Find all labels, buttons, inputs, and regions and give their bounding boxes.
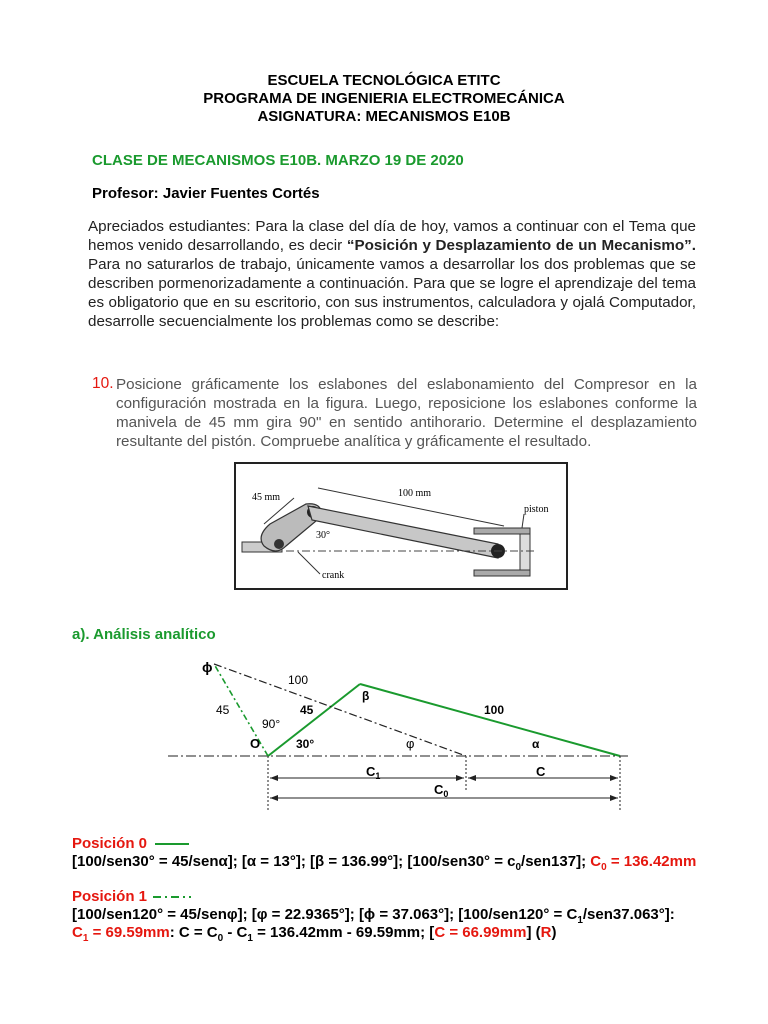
class-title: CLASE DE MECANISMOS E10B. MARZO 19 DE 2020 xyxy=(92,152,464,169)
pos0-eq-a: [100/sen30° = 45/senα]; [α = 13°]; [β = 136.99°]; [100/sen30° = xyxy=(72,853,508,870)
label-100: 100 xyxy=(484,703,505,717)
pos1-eq-a-end: /sen37.063°]: xyxy=(582,906,675,923)
arrow-c1-r xyxy=(456,775,464,781)
phi-label: ϕ xyxy=(202,659,213,675)
problem-number: 10. xyxy=(92,375,114,392)
label-100-dash: 100 xyxy=(288,673,309,687)
alpha-label: α xyxy=(532,737,540,751)
analysis-diagram xyxy=(0,650,768,820)
intro-text-2: Para no saturarlos de trabajo, únicamente vamos a desarrollar los dos problemas que se describen pormenorizadamente a continuación. Para que se logre el aprendizaje del tema es obligatorio que en su escritorio, con sus instrumentos, calculadora y ojalá Computador, desarrolle secuencialmente los problemas como se describe: xyxy=(88,256,696,330)
origin-label: O xyxy=(250,736,261,751)
pos1-end: ) xyxy=(551,924,557,941)
piston-label: piston xyxy=(524,504,549,515)
piston-leader xyxy=(522,514,524,528)
crank-pivot xyxy=(274,539,284,549)
crank-leader xyxy=(298,552,320,574)
pos0-result-sub: 0 xyxy=(601,862,607,873)
angle-30-label: 30° xyxy=(296,737,315,751)
pos1-mid: : C = C xyxy=(169,924,218,941)
pos1-legend-line xyxy=(153,892,193,902)
pos1-close: ] ( xyxy=(526,924,541,941)
pos0-legend-line xyxy=(155,839,191,849)
pos0-eq-c0: c xyxy=(507,853,516,870)
connecting-rod xyxy=(308,506,498,558)
pos1-result xyxy=(72,924,556,944)
program-name: PROGRAMA DE INGENIERIA ELECTROMECÁNICA xyxy=(203,90,565,107)
dim-100-label: 100 mm xyxy=(398,488,432,499)
pos0-equation xyxy=(72,853,696,873)
dim-45-label: 45 mm xyxy=(252,492,281,503)
compressor-figure xyxy=(234,462,568,590)
rod-pos0 xyxy=(360,684,620,756)
label-45: 45 xyxy=(300,703,314,717)
pos1-eq-a-sub: 1 xyxy=(577,915,583,926)
crank-label: crank xyxy=(322,570,345,581)
analysis-title: a). Análisis analítico xyxy=(72,626,216,643)
professor: Profesor: Javier Fuentes Cortés xyxy=(92,185,320,202)
varphi-label: φ xyxy=(406,736,415,751)
pos1-mid2: - C xyxy=(223,924,248,941)
c1-label: $C_1$ xyxy=(366,764,381,781)
arrow-c-l xyxy=(468,775,476,781)
label-45-dash: 45 xyxy=(216,703,230,717)
problem-text: Posicione gráficamente los eslabones del eslabonamiento del Compresor en la configuración mostrada en la figura. Luego, reposicione los eslabones conforme la manivela de 45 mm gira 90" en sentido antihorario. Determine el desplazamiento resultante del pistón. Compruebe analítica y gráficamente el resultado. xyxy=(116,376,697,450)
arrow-c-r xyxy=(610,775,618,781)
pos1-mid-sub1: 1 xyxy=(247,933,253,944)
beta-label: β xyxy=(362,689,370,703)
arrow-c1-l xyxy=(270,775,278,781)
course-name: ASIGNATURA: MECANISMOS E10B xyxy=(257,108,511,125)
c0-label: $C_0$ xyxy=(434,782,449,799)
arrow-c0-r xyxy=(610,795,618,801)
pos1-r1-sub: 1 xyxy=(82,933,89,944)
cylinder-bottom xyxy=(474,570,530,576)
pos0-eq-c0-sub: 0 xyxy=(515,862,522,873)
compressor-drawing xyxy=(236,464,566,588)
intro-text-1: Apreciados estudiantes: Para la clase del día de hoy, vamos a continuar con el Tema que hemos venido desarrollando, es decir xyxy=(88,218,696,254)
pos1-eq-a: [100/sen120° = 45/senφ]; [φ = 22.9365°]; [ϕ = 37.063°]; [100/sen120° = C xyxy=(72,906,578,923)
pos0-eq-b: /sen137]; xyxy=(521,853,591,870)
pos1-equation xyxy=(72,906,675,926)
pos1-title xyxy=(72,888,193,905)
angle-90-label: 90° xyxy=(262,717,281,731)
pos1-title-text: Posición 1 xyxy=(72,888,148,905)
pos1-mid-sub0: 0 xyxy=(217,933,224,944)
pos1-r1-val: = 69.59mm xyxy=(88,924,170,941)
pos1-mid3: = 136.42mm - 69.59mm; [ xyxy=(252,924,435,941)
pos1-R: R xyxy=(540,924,552,941)
angle-label: 30° xyxy=(316,530,330,541)
intro-bold: “Posición y Desplazamiento de un Mecanismo”. xyxy=(346,237,696,254)
pos0-title-text: Posición 0 xyxy=(72,835,148,852)
intro-paragraph xyxy=(88,217,696,331)
pos1-final: C = 66.99mm xyxy=(434,924,527,941)
pos0-title xyxy=(72,835,191,852)
pos0-result: C xyxy=(590,853,602,870)
school-name: ESCUELA TECNOLÓGICA ETITC xyxy=(267,72,501,89)
piston-head xyxy=(520,534,530,570)
pos0-result-val: = 136.42mm xyxy=(606,853,697,870)
cylinder-top xyxy=(474,528,530,534)
pos1-r1: C xyxy=(72,924,83,941)
arrow-c0-l xyxy=(270,795,278,801)
c-label: C xyxy=(536,764,546,779)
